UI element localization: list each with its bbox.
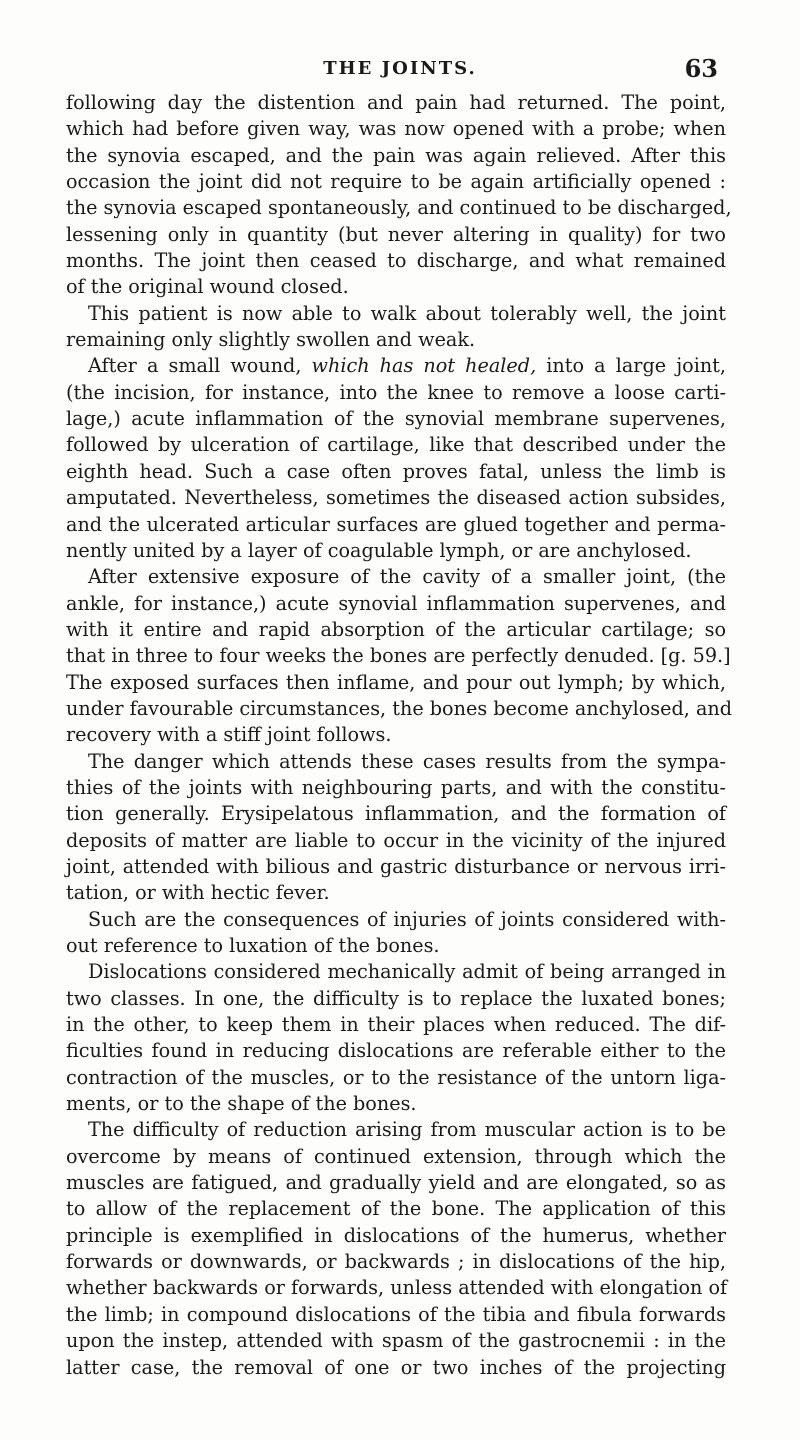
text-line: occasion the joint did not require to be again artificially opened : bbox=[66, 170, 726, 194]
text-line: lessening only in quantity (but never altering in quality) for two bbox=[66, 222, 726, 246]
text-line: the synovia escaped spontaneously, and continued to be discharged, bbox=[66, 196, 732, 220]
text-line: under favourable circumstances, the bones become anchylosed, and bbox=[66, 696, 733, 720]
text-line: thies of the joints with neighbouring parts, and with the constitu- bbox=[66, 775, 726, 799]
italic-phrase: which has not healed, bbox=[311, 354, 537, 378]
text-line: amputated. Nevertheless, sometimes the diseased action subsides, bbox=[66, 486, 726, 510]
text-line: After a small wound, which has not healed, into a large joint, bbox=[88, 354, 726, 378]
text-line: overcome by means of continued extension, through which the bbox=[66, 1144, 726, 1168]
text-line: joint, attended with bilious and gastric disturbance or nervous irri- bbox=[66, 854, 726, 878]
running-head bbox=[0, 54, 800, 88]
text-line: The exposed surfaces then inflame, and pour out lymph; by which, bbox=[66, 670, 726, 694]
text-line: out reference to luxation of the bones. bbox=[66, 934, 440, 957]
text-line: Dislocations considered mechanically admit of being arranged in bbox=[88, 960, 726, 984]
text-line: nently united by a layer of coagulable lymph, or are anchylosed. bbox=[66, 538, 692, 562]
text-line: The difficulty of reduction arising from muscular action is to be bbox=[88, 1118, 726, 1142]
text-line: in the other, to keep them in their places when reduced. The dif- bbox=[66, 1013, 726, 1037]
text-line: This patient is now able to walk about tolerably well, the joint bbox=[88, 301, 726, 325]
text-line: tion generally. Erysipelatous inflammation, and the formation of bbox=[66, 802, 726, 826]
text-line: contraction of the muscles, or to the resistance of the untorn liga- bbox=[66, 1065, 726, 1089]
text-line: eighth head. Such a case often proves fatal, unless the limb is bbox=[66, 459, 726, 483]
text-line: Such are the consequences of injuries of joints considered with- bbox=[88, 907, 726, 931]
text-line: latter case, the removal of one or two inches of the projecting bbox=[66, 1355, 726, 1379]
text-line: with it entire and rapid absorption of the articular cartilage; so bbox=[66, 617, 726, 641]
text-line: of the original wound closed. bbox=[66, 275, 349, 299]
text-line: forwards or downwards, or backwards ; in dislocations of the hip, bbox=[66, 1250, 726, 1274]
body-text bbox=[66, 90, 733, 1381]
text-line: the limb; in compound dislocations of the tibia and fibula forwards bbox=[66, 1302, 726, 1326]
text-line: lage,) acute inflammation of the synovial membrane supervenes, bbox=[66, 407, 726, 431]
text-line: whether backwards or forwards, unless attended with elongation of bbox=[66, 1276, 728, 1300]
text-line: to allow of the replacement of the bone. The application of this bbox=[66, 1197, 726, 1221]
text-line: recovery with a stiff joint follows. bbox=[66, 723, 392, 747]
text-line: remaining only slightly swollen and weak. bbox=[66, 328, 476, 352]
text-line: and the ulcerated articular surfaces are glued together and perma- bbox=[66, 512, 726, 536]
text-line: months. The joint then ceased to discharge, and what remained bbox=[66, 249, 726, 273]
text-line: deposits of matter are liable to occur in the vicinity of the injured bbox=[66, 828, 726, 852]
text-line: that in three to four weeks the bones are perfectly denuded. [g. 59.] bbox=[66, 644, 731, 668]
text-line: upon the instep, attended with spasm of the gastrocnemii : in the bbox=[66, 1329, 726, 1353]
text-line: tation, or with hectic fever. bbox=[66, 881, 330, 905]
text-line: The danger which attends these cases results from the sympa- bbox=[88, 749, 726, 773]
text-line: ankle, for instance,) acute synovial inflammation supervenes, and bbox=[66, 591, 726, 615]
text-line: following day the distention and pain had returned. The point, bbox=[66, 91, 726, 114]
page-number: 63 bbox=[684, 54, 718, 83]
running-title: THE JOINTS. bbox=[323, 58, 477, 79]
text-line: two classes. In one, the difficulty is to replace the luxated bones; bbox=[66, 986, 726, 1010]
text-line: principle is exemplified in dislocations of the humerus, whether bbox=[66, 1223, 726, 1247]
text-line: followed by ulceration of cartilage, like that described under the bbox=[66, 433, 726, 457]
text-line: the synovia escaped, and the pain was again relieved. After this bbox=[66, 143, 726, 167]
text-line: After extensive exposure of the cavity of a smaller joint, (the bbox=[88, 565, 726, 589]
text-line: which had before given way, was now opened with a probe; when bbox=[66, 117, 726, 141]
text-line: ments, or to the shape of the bones. bbox=[66, 1092, 417, 1116]
text-line: (the incision, for instance, into the knee to remove a loose carti- bbox=[66, 380, 726, 404]
text-line: ficulties found in reducing dislocations are referable either to the bbox=[66, 1039, 726, 1063]
text-line: muscles are fatigued, and gradually yield and are elongated, so as bbox=[66, 1171, 726, 1195]
